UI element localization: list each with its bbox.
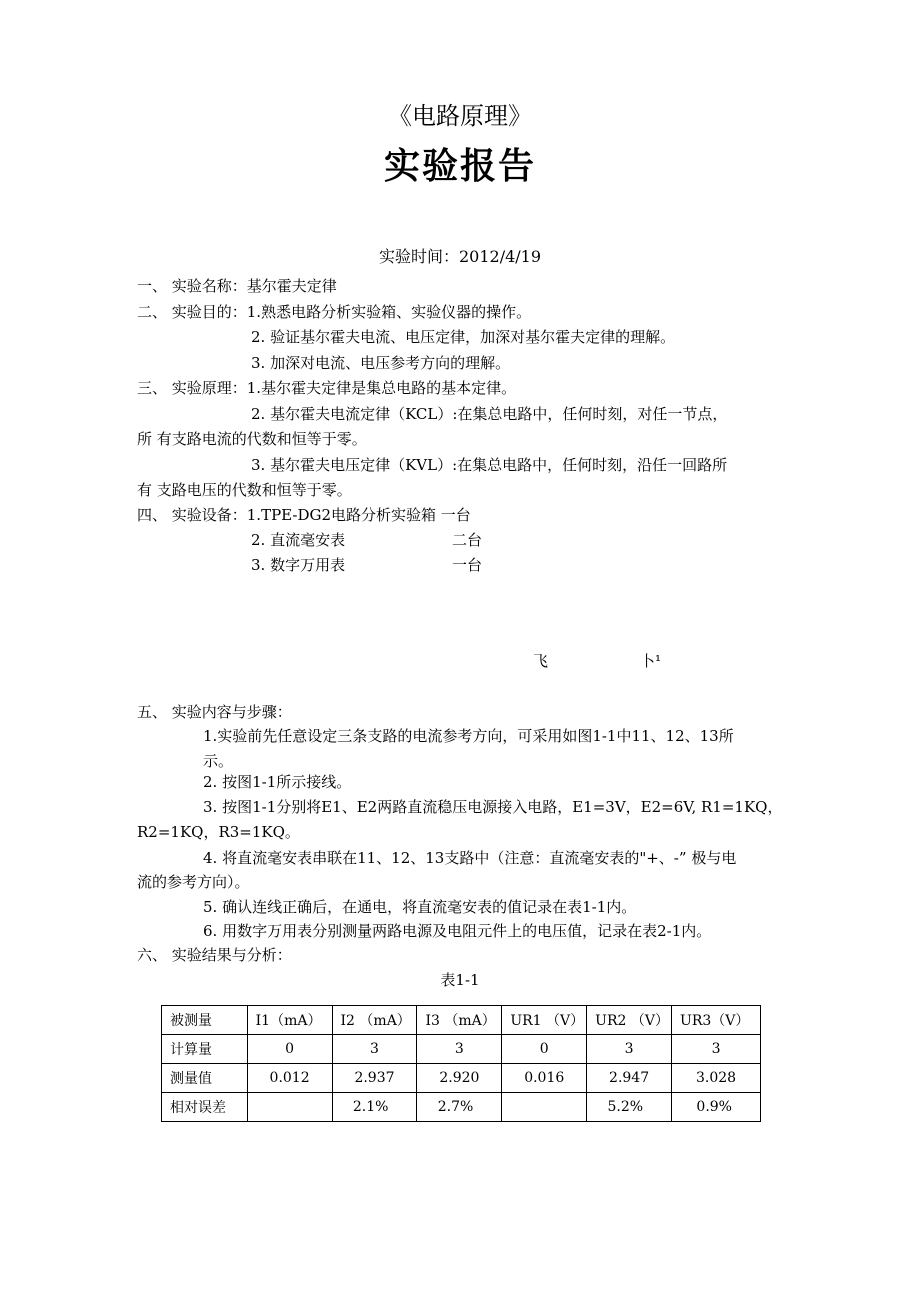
table-cell: 0.9% [672, 1093, 761, 1122]
step-5: 5. 确认连线正确后，在通电，将直流毫安表的值记录在表1-1内。 [203, 898, 637, 916]
table-header-cell: I3 （mA） [417, 1006, 502, 1035]
section-2-heading: 二、 实验目的：1.熟悉电路分析实验箱、实验仪器的操作。 [137, 303, 532, 321]
table-header-row [162, 1006, 761, 1035]
table-header-cell: UR1 （V） [502, 1006, 587, 1035]
report-title: 实验报告 [383, 146, 536, 187]
equipment-2-name: 2. 直流毫安表 [251, 531, 346, 549]
table-cell: 2.7% [417, 1093, 502, 1122]
table-cell: 3 [672, 1035, 761, 1064]
table-header-cell: I2 （mA） [332, 1006, 417, 1035]
table-cell: 2.920 [417, 1064, 502, 1093]
table-header-cell: I1（mA） [247, 1006, 332, 1035]
table-cell: 测量值 [162, 1064, 248, 1093]
table-cell [247, 1093, 332, 1122]
step-6: 6. 用数字万用表分别测量两路电源及电阻元件上的电压值，记录在表2-1内。 [203, 922, 712, 940]
table-cell: 相对误差 [162, 1093, 248, 1122]
section-1-experiment-name: 一、 实验名称：基尔霍夫定律 [137, 277, 337, 295]
table-cell: 计算量 [162, 1035, 248, 1064]
step-1a: 1.实验前先任意设定三条支路的电流参考方向，可采用如图1-1中11、12、13所 [203, 727, 734, 745]
results-table [161, 1005, 761, 1122]
section-2-item-2: 2. 验证基尔霍夫电流、电压定律，加深对基尔霍夫定律的理解。 [251, 328, 676, 346]
table-cell: 3 [332, 1035, 417, 1064]
section-4-heading: 四、 实验设备：1.TPE-DG2电路分析实验箱 一台 [137, 506, 471, 524]
table-cell [502, 1093, 587, 1122]
section-2-item-3: 3. 加深对电流、电压参考方向的理解。 [251, 354, 511, 372]
table-header-cell: 被测量 [162, 1006, 248, 1035]
course-title: 《电路原理》 [388, 102, 532, 130]
equipment-2-quantity: 二台 [452, 531, 483, 549]
section-3-item-2a: 2. 基尔霍夫电流定律（KCL）:在集总电路中，任何时刻，对任一节点， [251, 405, 728, 423]
step-3b: R2=1KQ，R3=1KQ。 [137, 823, 300, 841]
table-cell: 3 [417, 1035, 502, 1064]
table-row [162, 1093, 761, 1122]
section-3-item-2b: 所 有支路电流的代数和恒等于零。 [137, 430, 367, 448]
step-4a: 4. 将直流毫安表串联在11、12、13支路中（注意：直流毫安表的"+、-” 极与电 [203, 849, 737, 867]
table-caption: 表1-1 [440, 971, 480, 989]
section-3-item-3b: 有 支路电压的代数和恒等于零。 [137, 481, 352, 499]
section-3-heading: 三、 实验原理：1.基尔霍夫定律是集总电路的基本定律。 [137, 379, 517, 397]
section-3-item-3a: 3. 基尔霍夫电压定律（KVL）:在集总电路中，任何时刻，沿任一回路所 [251, 456, 728, 474]
table-cell: 3.028 [672, 1064, 761, 1093]
table-cell: 3 [587, 1035, 672, 1064]
stray-mark-2: 卜¹ [640, 652, 662, 670]
step-4b: 流的参考方向）。 [137, 873, 250, 891]
table-cell: 0 [247, 1035, 332, 1064]
table-row [162, 1035, 761, 1064]
table-row [162, 1064, 761, 1093]
equipment-3-quantity: 一台 [452, 556, 483, 574]
table-cell: 2.937 [332, 1064, 417, 1093]
table-cell: 2.1% [332, 1093, 417, 1122]
section-5-heading: 五、 实验内容与步骤： [137, 703, 292, 721]
table-cell: 2.947 [587, 1064, 672, 1093]
step-3a: 3. 按图1-1分别将E1、E2两路直流稳压电源接入电路，E1=3V，E2=6V, R1=1KQ， [203, 798, 783, 816]
table-cell: 0.012 [247, 1064, 332, 1093]
step-2: 2. 按图1-1所示接线。 [203, 773, 352, 791]
experiment-time: 实验时间：2012/4/19 [378, 247, 542, 266]
step-1b: 示。 [203, 752, 234, 770]
stray-mark-1: 飞 [533, 652, 549, 670]
table-cell: 5.2% [587, 1093, 672, 1122]
table-header-cell: UR3（V） [672, 1006, 761, 1035]
equipment-3-name: 3. 数字万用表 [251, 556, 346, 574]
table-cell: 0.016 [502, 1064, 587, 1093]
table-cell: 0 [502, 1035, 587, 1064]
table-header-cell: UR2 （V） [587, 1006, 672, 1035]
section-6-heading: 六、 实验结果与分析： [137, 946, 292, 964]
